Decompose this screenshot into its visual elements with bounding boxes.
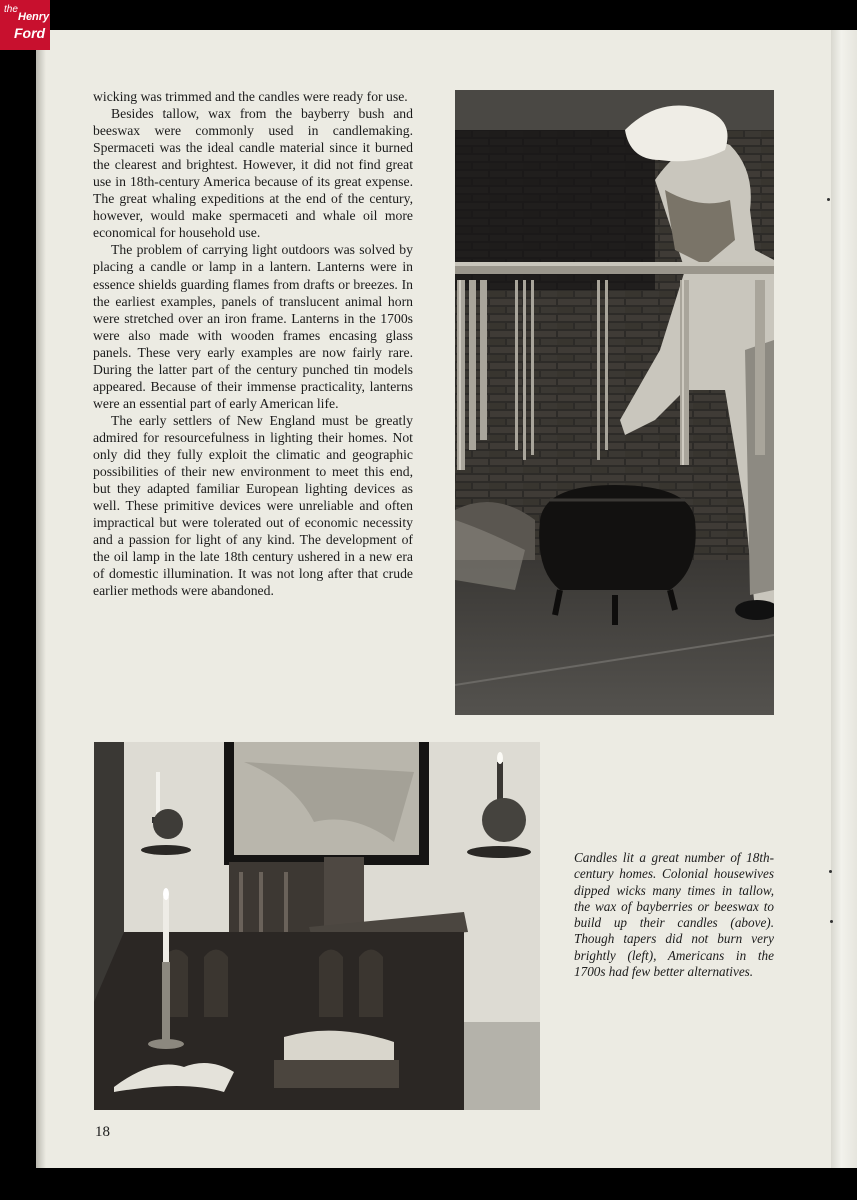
paragraph-3: The problem of carrying light outdoors was solved by placing a candle or lamp in a lantern. Lanterns were in essence shields guarding flames from drafts or breezes. In the earliest examples, panels of translucent animal horn were stretched over an iron frame. Lanterns in the 1700s were also made with wooden frames encasing glass panels. These very early examples are now fairly rare. During the latter part of the century punched tin models appeared. Because of their immense practicality, lanterns were an essential part of early American life. [93,242,413,411]
paragraph-2: Besides tallow, wax from the bayberry bush and beeswax were commonly used in candlemaking. Spermaceti was the ideal candle material since it burned the clearest and brightest. However, it did not find great use in 18th-century America because of its great expense. The great whaling expeditions at the end of the century, however, would make spermaceti and whale oil more economical for household use. [93,106,413,241]
photo-candle-desk [94,742,540,1110]
logo-henry: Henry [18,11,50,23]
margin-mark [827,198,830,201]
margin-mark [829,870,832,873]
photo-candle-desk-image [94,742,540,1110]
photo-caption: Candles lit a great number of 18th-century homes. Colonial housewives dipped wicks many times in tallow, the wax of bayberries or beeswax to build up their candles (above). Though tapers did not burn very brightly (left), Americans in the 1700s had few better alternatives. [574,850,774,980]
margin-mark [830,920,833,923]
article-body-column [93,88,413,599]
henry-ford-logo[interactable] [0,0,50,50]
page-edge [831,30,857,1168]
binding-shadow [36,30,46,1168]
logo-the: the [4,4,18,15]
paragraph-1: wicking was trimmed and the candles were ready for use. [93,89,408,104]
photo-candle-dipping [455,90,774,715]
page-number: 18 [95,1124,110,1140]
logo-ford: Ford [14,25,46,41]
paragraph-4: The early settlers of New England must be greatly admired for resourcefulness in lighting their homes. Not only did they fully exploit the climatic and geographic possibilities of their new environment to meet this end, but they adapted familiar European lighting devices as well. These primitive devices were unreliable and often impractical but were tolerated out of economic necessity and a passion for light of any kind. The development of the oil lamp in the late 18th century ushered in a new era of domestic illumination. It was not long after that crude earlier methods were abandoned. [93,412,413,599]
photo-candle-dipping-image [455,90,774,715]
